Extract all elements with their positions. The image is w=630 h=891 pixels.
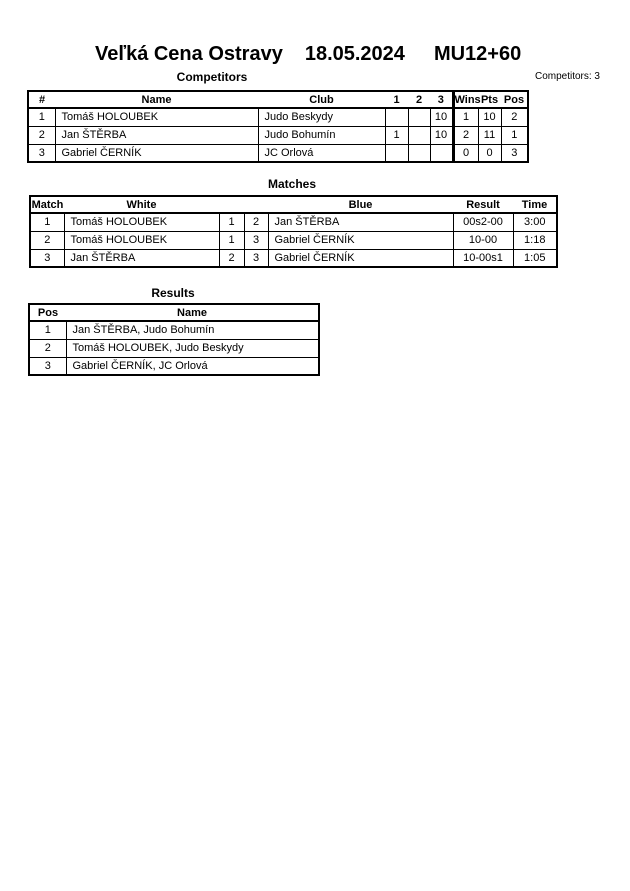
competitor-round1-score	[385, 144, 408, 162]
result-name: Gabriel ČERNÍK, JC Orlová	[66, 357, 319, 375]
result-pos: 2	[29, 339, 66, 357]
competitor-round1-score	[385, 108, 408, 126]
title-event-name: Veľká Cena Ostravy	[95, 43, 283, 65]
competitor-pts: 10	[478, 108, 501, 126]
matches-header-blue: Blue	[268, 196, 453, 213]
competitors-header-round2: 2	[408, 91, 430, 108]
match-result: 00s2-00	[453, 213, 513, 231]
competitor-wins: 0	[453, 144, 478, 162]
competitor-wins: 2	[453, 126, 478, 144]
matches-header-blue-num	[244, 196, 268, 213]
matches-header-match: Match	[30, 196, 64, 213]
competitors-header-num: #	[28, 91, 55, 108]
match-white-name: Tomáš HOLOUBEK	[64, 231, 219, 249]
match-blue-num: 3	[244, 231, 268, 249]
competitor-row	[28, 126, 528, 144]
competitor-pos: 2	[501, 108, 528, 126]
match-blue-name: Jan ŠTĚRBA	[268, 213, 453, 231]
result-row	[29, 357, 319, 375]
competitor-pos: 3	[501, 144, 528, 162]
competitor-name: Gabriel ČERNÍK	[55, 144, 258, 162]
competitor-row	[28, 144, 528, 162]
competitor-round1-score: 1	[385, 126, 408, 144]
matches-header-white: White	[64, 196, 219, 213]
competitor-row	[28, 108, 528, 126]
competitor-pos: 1	[501, 126, 528, 144]
competitor-round2-score	[408, 108, 430, 126]
results-header-row	[29, 304, 319, 321]
page-title	[95, 43, 521, 66]
match-white-num: 1	[219, 213, 244, 231]
match-white-num: 1	[219, 231, 244, 249]
competitor-club: Judo Bohumín	[258, 126, 385, 144]
result-pos: 3	[29, 357, 66, 375]
result-name: Jan ŠTĚRBA, Judo Bohumín	[66, 321, 319, 339]
competitor-round2-score	[408, 144, 430, 162]
matches-header-row	[30, 196, 557, 213]
competitor-num: 3	[28, 144, 55, 162]
result-name: Tomáš HOLOUBEK, Judo Beskydy	[66, 339, 319, 357]
result-pos: 1	[29, 321, 66, 339]
competitors-header-name: Name	[55, 91, 258, 108]
match-blue-name: Gabriel ČERNÍK	[268, 231, 453, 249]
match-white-num: 2	[219, 249, 244, 267]
match-blue-name: Gabriel ČERNÍK	[268, 249, 453, 267]
competitors-header-wins: Wins	[453, 91, 478, 108]
match-number: 2	[30, 231, 64, 249]
matches-header-white-num	[219, 196, 244, 213]
result-row	[29, 321, 319, 339]
competitors-table	[27, 90, 529, 163]
competitor-round2-score	[408, 126, 430, 144]
match-row	[30, 249, 557, 267]
competitor-pts: 0	[478, 144, 501, 162]
match-time: 1:18	[513, 231, 557, 249]
competitor-round3-score: 10	[430, 126, 453, 144]
competitor-wins: 1	[453, 108, 478, 126]
competitors-header-pos: Pos	[501, 91, 528, 108]
competitor-num: 2	[28, 126, 55, 144]
match-row	[30, 231, 557, 249]
results-table	[28, 303, 320, 376]
match-result: 10-00	[453, 231, 513, 249]
matches-header-result: Result	[453, 196, 513, 213]
match-result: 10-00s1	[453, 249, 513, 267]
competitors-header-round3: 3	[430, 91, 453, 108]
match-blue-num: 3	[244, 249, 268, 267]
competitors-header-round1: 1	[385, 91, 408, 108]
title-date: 18.05.2024	[304, 43, 405, 65]
results-header-pos: Pos	[29, 304, 66, 321]
competitor-num: 1	[28, 108, 55, 126]
competitor-name: Jan ŠTĚRBA	[55, 126, 258, 144]
match-number: 1	[30, 213, 64, 231]
match-time: 1:05	[513, 249, 557, 267]
results-header-name: Name	[66, 304, 319, 321]
competitors-count-label: Competitors: 3	[534, 71, 600, 82]
title-category: MU12+60	[433, 43, 522, 65]
competitor-round3-score: 10	[430, 108, 453, 126]
competitors-header-pts: Pts	[478, 91, 501, 108]
competitors-section-title: Competitors	[176, 70, 248, 84]
result-row	[29, 339, 319, 357]
match-time: 3:00	[513, 213, 557, 231]
matches-header-time: Time	[513, 196, 557, 213]
competitor-pts: 11	[478, 126, 501, 144]
match-number: 3	[30, 249, 64, 267]
matches-section-title: Matches	[267, 177, 317, 191]
competitor-club: JC Orlová	[258, 144, 385, 162]
match-blue-num: 2	[244, 213, 268, 231]
competitor-round3-score	[430, 144, 453, 162]
competitors-header-club: Club	[258, 91, 385, 108]
competitor-name: Tomáš HOLOUBEK	[55, 108, 258, 126]
competitor-club: Judo Beskydy	[258, 108, 385, 126]
match-white-name: Jan ŠTĚRBA	[64, 249, 219, 267]
results-section-title: Results	[151, 286, 195, 300]
competitors-header-row	[28, 91, 528, 108]
matches-table	[29, 195, 558, 268]
match-white-name: Tomáš HOLOUBEK	[64, 213, 219, 231]
match-row	[30, 213, 557, 231]
